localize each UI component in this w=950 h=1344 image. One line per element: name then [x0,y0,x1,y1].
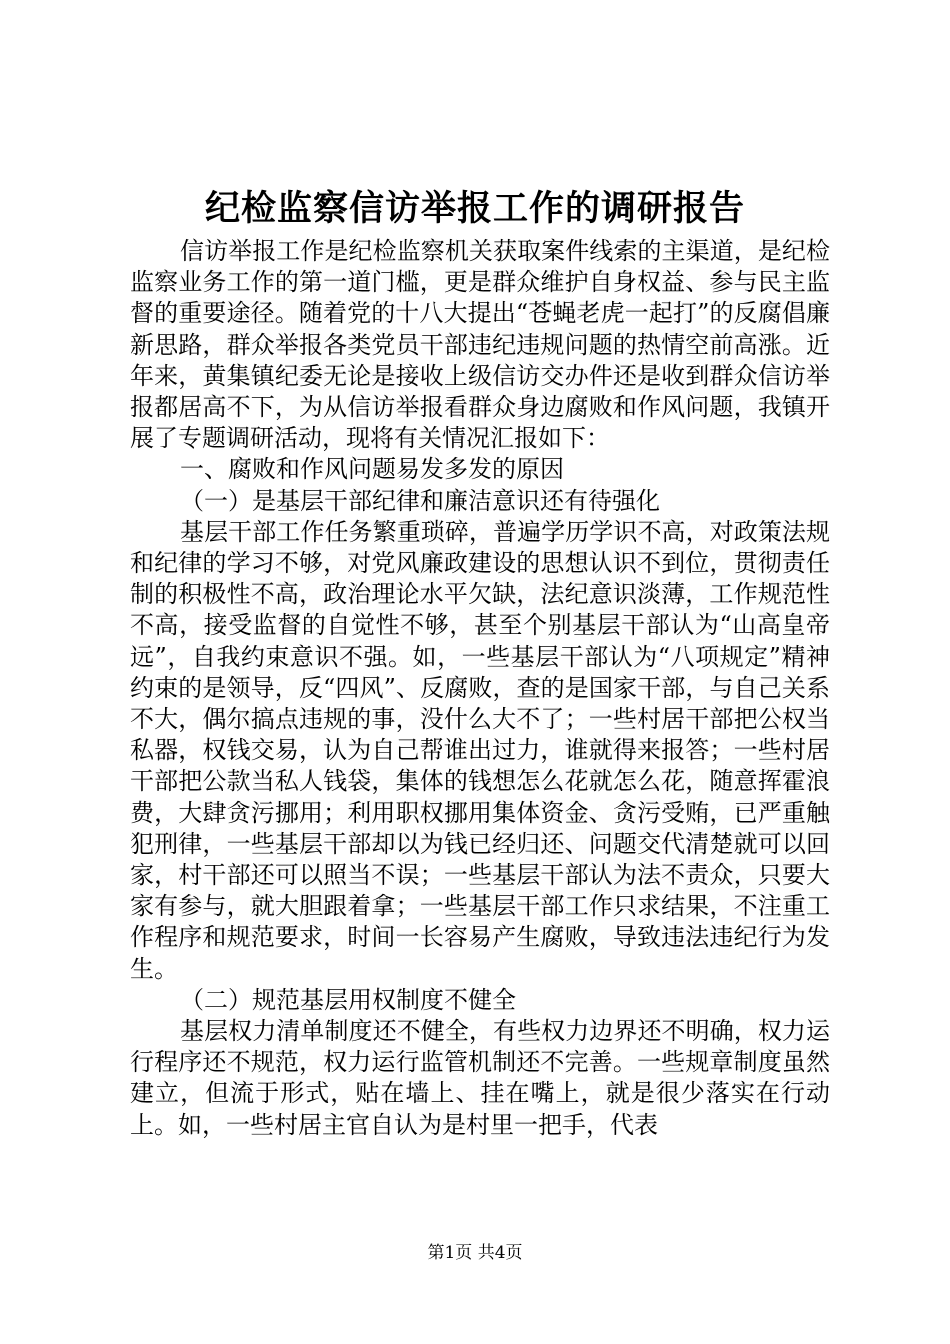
intro-paragraph: 信访举报工作是纪检监察机关获取案件线索的主渠道，是纪检监察业务工作的第一道门槛，更是群众维护自身权益、参与民主监督的重要途径。随着党的十八大提出“苍蝇老虎一起打”的反腐倡廉新思路，群众举报各类党员干部违纪违规问题的热情空前高涨。近年来，黄集镇纪委无论是接收上级信访交办件还是收到群众信访举报都居高不下，为从信访举报看群众身边腐败和作风问题，我镇开展了专题调研活动，现将有关情况汇报如下： [130,237,830,453]
document-title: 纪检监察信访举报工作的调研报告 [204,188,745,229]
subsection-heading-1: （一）是基层干部纪律和廉洁意识还有待强化 [180,486,660,515]
section-heading-1: 一、腐败和作风问题易发多发的原因 [180,455,564,484]
page-footer: 第1页 共4页 [427,1243,523,1263]
document-body [130,236,830,1141]
body-paragraph-1: 基层干部工作任务繁重琐碎，普遍学历学识不高，对政策法规和纪律的学习不够，对党风廉政建设的思想认识不到位，贯彻责任制的积极性不高，政治理论水平欠缺，法纪意识淡薄，工作规范性不高，接受监督的自觉性不够，甚至个别基层干部认为“山高皇帝远”，自我约束意识不强。如，一些基层干部认为“八项规定”精神约束的是领导，反“四风”、反腐败，查的是国家干部，与自己关系不大，偶尔搞点违规的事，没什么大不了；一些村居干部把公权当私器，权钱交易，认为自己帮谁出过力，谁就得来报答；一些村居干部把公款当私人钱袋，集体的钱想怎么花就怎么花，随意挥霍浪费，大肆贪污挪用；利用职权挪用集体资金、贪污受贿，已严重触犯刑律，一些基层干部却以为钱已经归还、问题交代清楚就可以回家，村干部还可以照当不误；一些基层干部认为法不责众，只要大家有参与，就大胆跟着拿；一些基层干部工作只求结果，不注重工作程序和规范要求，时间一长容易产生腐败，导致违法违纪行为发生。 [130,517,830,983]
body-paragraph-2: 基层权力清单制度还不健全，有些权力边界还不明确，权力运行程序还不规范，权力运行监管机制还不完善。一些规章制度虽然建立，但流于形式，贴在墙上、挂在嘴上，就是很少落实在行动上。如，一些村居主官自认为是村里一把手，代表 [130,1017,830,1139]
subsection-heading-2: （二）规范基层用权制度不健全 [180,985,516,1014]
